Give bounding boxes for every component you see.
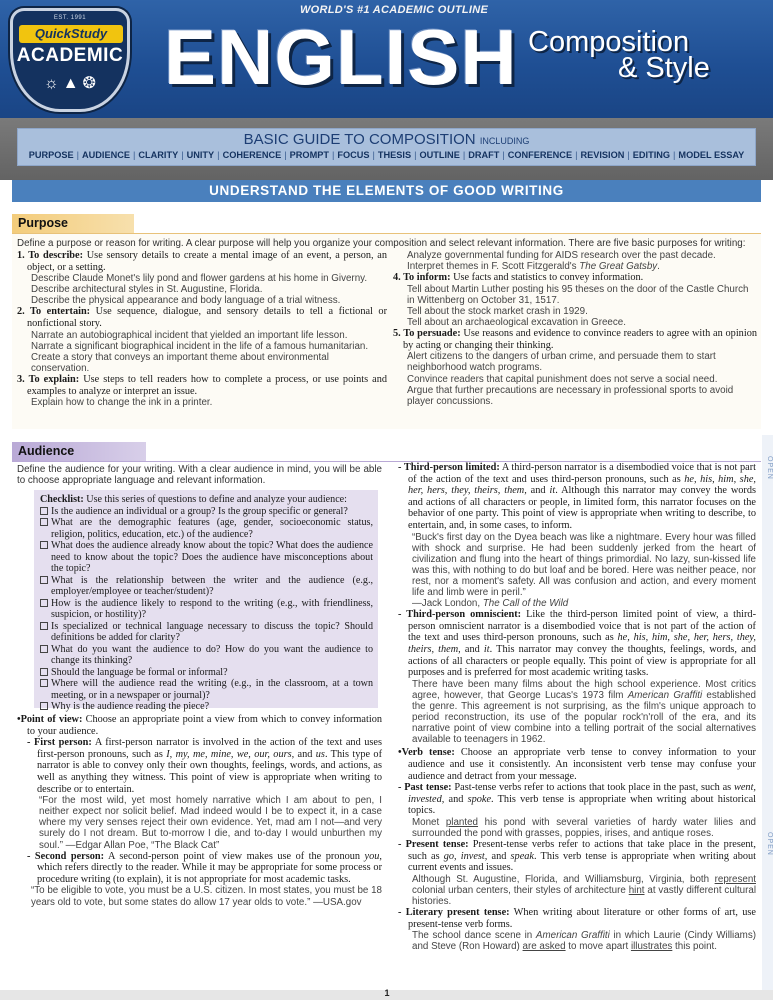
third-lim-lead: - Third-person limited: [398,462,500,473]
first-pronouns: I, my, me, mine, we, our, ours, [166,748,295,760]
checklist-item-text: What do you want the audience to do? How do you want the audience to change its thinking? [51,643,373,666]
checkbox-icon [40,541,48,549]
monet-example [398,817,756,839]
checklist-item-text: What does the audience already know about the topic? What does the audience need to know about the topic? Does the audience have misconceptions about the topic? [51,540,373,574]
list-item: Convince readers that capital punishment does not serve a social need. [407,373,718,385]
third-lim-it: it [549,485,556,497]
checklist-content [40,494,373,713]
third-lim-pronouns: he, his, him, she, her, hers, they, theirs, them, [408,473,756,497]
audience-right-column [398,462,756,953]
inform-lead: 4. To inform: [393,272,451,284]
topic-separator: | [181,150,184,160]
entertain-lead: 2. To entertain: [17,306,91,318]
guide-topic: REVISION [580,150,625,160]
quickstudy-badge-logo [10,8,130,112]
audience-intro: Define the audience for your writing. With a clear audience in mind, you will be able to choose appropriate language and relevant information. [17,464,382,487]
badge-icons [13,73,127,93]
checkbox-icon [40,518,48,526]
checklist-item [40,621,373,644]
third-omni-lead: - Third-person omniscient: [398,609,522,621]
dance-ex-title: American Graffiti [535,930,610,942]
list-item: Tell about an archaeological excavation in Greece. [407,317,626,329]
literary-lead: - Literary present tense: [398,907,510,919]
dance-ex-1: The school dance scene in [412,930,536,942]
second-person-lead: - Second person: [27,850,105,862]
present-tense [398,839,756,874]
checklist-item-text: What is the relationship between the writer and the audience (e.g., employer/employee or teacher/student)? [51,574,373,597]
augustine-ex-3: at vastly different cultural histories. [412,884,757,908]
topic-separator: | [76,150,80,160]
past-tense [398,782,756,817]
purpose-divider [12,233,761,234]
london-cite [398,598,756,609]
checklist-intro [40,494,373,506]
guide-topic: MODEL ESSAY [678,150,745,160]
topic-separator: | [217,150,220,160]
list-item: Describe the physical appearance and body language of a trial witness. [31,295,341,307]
list-item: Describe Claude Monet's lily pond and flower gardens at his home in Giverny. [31,273,368,285]
dance-asked: are asked [522,941,566,953]
first-person-lead: - First person: [27,737,92,749]
guide-topic: THESIS [377,150,412,160]
third-lim-and: and [526,485,550,497]
list-item [393,261,757,272]
third-omni-text-2: . This narrator may convey the thoughts, feelings, words, and actions of all characters or people equally. This point of view is appropriate for all purposes and is preferred for most academic writing tasks. [408,644,756,679]
first-and: and [294,748,316,760]
guide-topic: AUDIENCE [82,150,131,160]
past-text-2: . This verb tense is appropriate when writing about historical topics. [408,793,757,817]
purpose-intro: Define a purpose or reason for writing. A clear purpose will help you organize your composition and select relevant information. There are five basic purposes for writing: [17,238,746,249]
graffiti-ex-2: established the genre. This agreement is not surprising, as the film's unique approach to period reconstruction, its use of the popular rock'n'roll of the era, and its narrative point of view combine into a telling portrait of the social alternatives available to teenagers in 1962. [412,689,756,746]
checklist-item [40,506,373,518]
topic-separator: | [462,150,466,160]
topic-separator: | [284,150,287,160]
augustine-ex-2: colonial urban centers, their styles of architecture [412,884,629,896]
checkbox-icon [40,679,48,687]
graffiti-example [398,679,756,746]
past-and: and [444,793,468,805]
tagline: WORLD'S #1 ACADEMIC OUTLINE [300,4,489,16]
past-lead: - Past tense: [398,782,452,794]
gatsby-pre: Interpret themes in F. Scott Fitzgerald's [407,261,580,273]
second-text-2: , which refers directly to the reader. While it may be appropriate for some process or procedure writing (to explain), it is not appropriate for most academic tasks. [37,850,382,885]
list-item: Alert citizens to the dangers of urban crime, and persuade them to start neighborhood watch programs. [407,351,716,374]
point-of-view [17,714,382,737]
page-subtitle-line1: Composition [528,26,690,58]
third-person-omniscient [398,609,756,679]
purpose-persuade [393,328,757,351]
first-person [17,737,382,795]
augustine-hint: hint [628,884,645,896]
london-quote: “Buck's first day on the Dyea beach was like a nightmare. Every hour was filled with shock and surprise. He had been suddenly jerked from the heart of civilization and flung into the heart of things primordial. No lazy, sun-kissed life was this, with nothing to do but loaf and be bored. Here was neither peace, nor rest, nor a moment's safety. All was confusion and action, and every moment life and limb were in peril.” [412,531,756,599]
topic-separator: | [627,150,630,160]
gatsby-title: The Great Gatsby [579,261,658,273]
verb-tense [398,747,756,782]
london-cite-title: The Call of the Wild [482,598,569,610]
checklist-item-text: Should the language be formal or informal? [51,666,228,678]
past-verbs: went, invested, [408,782,757,805]
pov-text: Choose an appropriate point a view from which to convey information to your audience. [27,714,383,737]
checklist-items [40,506,373,713]
guide-topic: PURPOSE [28,150,74,160]
gatsby-post: . [657,261,660,273]
graffiti-ex-title: American Graffiti [627,689,703,701]
second-you: you [364,850,380,862]
guide-including: INCLUDING [479,136,530,146]
dance-ex-3: to move apart [565,941,631,953]
pov-lead: •Point of view: [17,714,83,725]
topic-separator: | [502,150,505,160]
checklist-item [40,701,373,713]
checklist-item-text: Why is the audience reading the piece? [51,701,210,712]
augustine-ex-1: Although St. Augustine, Florida, and Williamsburg, Virginia, both [412,873,715,885]
checklist-item [40,575,373,598]
augustine-example [398,874,756,907]
third-omni-and: and [460,644,484,655]
graduation-cap-icon: ▲ [62,75,79,92]
guide-topic: EDITING [632,150,671,160]
header-banner [0,0,773,118]
purpose-left-column [17,250,387,408]
guide-topic: COHERENCE [222,150,282,160]
checkbox-icon [40,622,48,630]
third-lim-text-2: . Although this narrator may convey the words and actions of all characters or people, in limited form, this narrator focuses on the behavior of one party. This point of view is appropriate when writing to describe, to entertain, and, in some cases, to inform. [408,485,756,531]
purpose-inform [393,272,757,284]
checklist-item-text: Where will the audience read the writing (e.g., in the classroom, at a town meeting, or in a newspaper or journal)? [51,678,373,701]
page-number: 1 [384,988,390,998]
guide-topic: CLARITY [138,150,179,160]
checkbox-icon [40,702,48,710]
third-person-limited [398,462,756,532]
list-item: Narrate a significant biographical incident in the life of a famous humanitarian. [31,340,369,352]
checklist-item [40,517,373,540]
checklist-item [40,644,373,667]
inform-text: Use facts and statistics to convey information. [453,272,644,284]
page-subtitle-line2: & Style [618,52,710,84]
present-text-1: Present-tense verbs refer to actions that take place in the present, such as [408,839,756,862]
checklist-item-text: What are the demographic features (age, gender, socioeconomic status, religion, politics, education, etc.) of the audience? [51,517,373,540]
dance-example [398,930,756,952]
list-item: Create a story that conveys an important theme about environmental conservation. [31,351,329,374]
third-lim-text-1: A third-person narrator is a disembodied voice that is not part of the action of the text and uses third-person pronouns, such as [408,462,757,485]
checklist-lead: Checklist: [40,494,84,505]
badge-est: EST. 1991 [53,15,87,21]
list-item: Narrate an autobiographical incident that yielded an important life lesson. [31,329,348,341]
topic-separator: | [331,150,335,160]
dance-ex-2: in which Laurie (Cindy Williams) and Steve (Ron Howard) [412,930,756,953]
checkbox-icon [40,599,48,607]
persuade-text: Use reasons and evidence to convince readers to agree with an opinion by acting or changing their thinking. [403,328,757,351]
explain-text: Use steps to tell readers how to complete a process, or use points and examples to analyze or interpret an issue. [27,374,388,397]
list-item: Analyze governmental funding for AIDS research over the past decade. [407,250,716,261]
tense-lead: •Verb tense: [398,747,455,759]
list-item: Tell about Martin Luther posting his 95 theses on the door of the Castle Church in Wittenberg on October 31, 1517. [407,283,749,306]
topic-separator: | [372,150,375,160]
checklist-item [40,540,373,575]
past-text-1: Past-tense verbs refer to actions that took place in the past, such as [454,782,734,794]
checklist-item-text: Is specialized or technical language necessary to discuss the topic? Should definitions be added for clarity? [51,620,373,643]
guide-topic: CONFERENCE [507,150,573,160]
past-spoke: spoke [467,793,492,805]
third-omni-it: it [483,644,490,655]
checklist-item [40,667,373,679]
purpose-explain [17,374,387,397]
third-omni-pronouns: he, his, him, she, her, hers, they, theirs, them, [408,632,756,655]
topic-separator: | [133,150,136,160]
second-text-1: A second-person point of view makes use of the pronoun [108,850,365,862]
describe-text: Use sensory details to create a mental image of an event, a person, an object, or a setting. [27,250,387,273]
present-verbs: go, invest, [443,850,488,862]
literary-present-tense [398,907,756,930]
second-person [17,851,382,886]
atom-icon: ❂ [82,75,96,92]
checkbox-icon [40,668,48,676]
monet-ex-1: Monet [412,816,446,828]
usa-gov-quote: “To be eligible to vote, you must be a U.S. citizen. In most states, you must be 18 years old to vote, but some states do allow 17 year olds to vote.” —USA.gov [31,885,382,908]
checklist-item [40,598,373,621]
list-item: Argue that further precautions are necessary in professional sports to avoid player concussions. [407,384,734,407]
guide-topic: FOCUS [337,150,370,160]
entertain-text: Use sequence, dialogue, and sensory details to tell a fictional or nonfictional story. [27,306,388,330]
audience-left-column [17,714,382,908]
literary-text: When writing about literature or other forms of art, use present-tense verb forms. [408,907,757,930]
list-item: Explain how to change the ink in a printer. [31,397,213,409]
guide-topic: PROMPT [289,150,329,160]
checkbox-icon [40,576,48,584]
graffiti-ex-1: There have been many films about the high school experience. Most critics agree, however, that George Lucas's 1973 film [412,678,756,701]
list-item: Tell about the stock market crash in 1929. [407,305,588,317]
page-title: ENGLISH [164,13,518,101]
purpose-entertain [17,306,387,329]
checkbox-icon [40,507,48,515]
persuade-lead: 5. To persuade: [393,328,461,340]
checklist-intro-text: Use this series of questions to define and analyze your audience: [86,494,347,505]
dance-illustrates: illustrates [630,941,673,953]
present-text-2: . This verb tense is appropriate when writing about current events and issues. [408,850,757,874]
guide-topic: DRAFT [468,150,500,160]
explain-lead: 3. To explain: [17,374,80,386]
open-label-top: OPEN [766,456,773,480]
first-text-2: . This type of narrator is able to convey only their own thoughts, feelings, words, and actions, as well as anything they witness. This point of view is appropriate when writing to describe or to entertain. [37,748,383,795]
purpose-heading: Purpose [12,214,134,233]
side-open-tab [762,435,773,995]
topic-separator: | [575,150,578,160]
section-banner: UNDERSTAND THE ELEMENTS OF GOOD WRITING [12,180,761,202]
badge-label: ACADEMIC [16,45,124,66]
purpose-right-column [393,250,757,407]
topic-separator: | [673,150,676,160]
poe-quote: “For the most wild, yet most homely narrative which I am about to pen, I neither expect nor solicit belief. Mad indeed would I be to expect it, in a case where my very senses reject their own evidence. Yet, mad am I not—and very surely do I not dream. But to-morrow I die, and to-day I would unburthen my soul.” —Edgar Allan Poe, “The Black Cat” [39,795,382,851]
describe-lead: 1. To describe: [17,250,84,261]
guide-title-text: BASIC GUIDE TO COMPOSITION [243,131,476,148]
checklist-item-text: How is the audience likely to respond to the writing (e.g., with friendliness, suspicion, or hostility)? [51,597,373,620]
checklist-item-text: Is the audience an individual or a group? Is the group specific or general? [51,505,348,517]
first-us: us [315,748,325,760]
guide-topic-list [18,150,755,160]
present-lead: - Present tense: [398,839,469,851]
london-cite-pre: —Jack London, [412,598,483,610]
audience-heading: Audience [12,442,146,461]
monet-ex-2: his pond with several varieties of hardy water lilies and surrounded the pond with grasses, poppies, irises, and antique roses. [412,816,757,839]
badge-brand: QuickStudy [19,25,123,43]
topic-separator: | [414,150,417,160]
guide-title [18,131,755,148]
monet-planted: planted [445,816,479,828]
guide-topic: OUTLINE [419,150,460,160]
third-omni-text-1: Like the third-person limited point of view, a third-person omniscient narrator is a disembodied voice that is not part of the action of the text and uses third-person pronouns, such as [408,609,757,644]
tense-text: Choose an appropriate verb tense to convey information to your audience and use it consistently. An inconsistent verb tense may confuse your audience and detract from your message. [408,747,756,782]
open-label-bottom: OPEN [766,832,773,856]
purpose-describe [17,250,387,273]
guide-box [17,128,756,166]
dance-ex-4: this point. [672,941,717,953]
checkbox-icon [40,645,48,653]
augustine-represent: represent [714,873,756,885]
present-speak: speak [510,850,534,862]
list-item: Describe architectural styles in St. Augustine, Florida. [31,284,263,296]
checklist-item [40,678,373,701]
present-and: and [487,850,511,862]
first-text-1: A first-person narrator is involved in the action of the text and uses first-person pronouns, such as [37,737,382,760]
guide-topic: UNITY [186,150,215,160]
lightbulb-icon: ☼ [44,75,59,92]
